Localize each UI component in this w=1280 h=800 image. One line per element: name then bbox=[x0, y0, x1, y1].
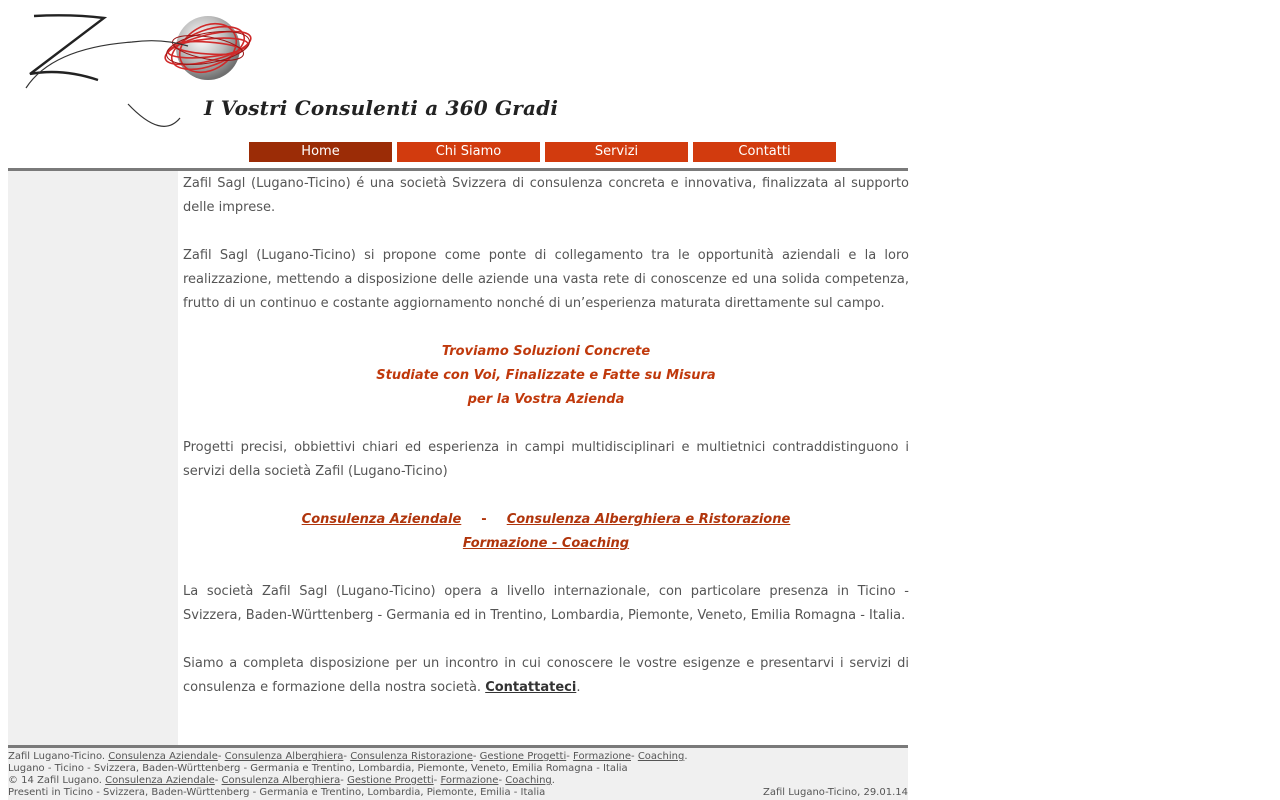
contact-end: . bbox=[576, 680, 581, 695]
contact-text: Siamo a completa disposizione per un incontro in cui conoscere le vostre esigenze e presentarvi i servizi di consulenza e formazione della nostra società. bbox=[183, 656, 909, 695]
footer-sep: - bbox=[343, 751, 347, 762]
slogan-block bbox=[183, 340, 909, 412]
footer-link-coaching[interactable]: Coaching bbox=[637, 751, 685, 762]
footer-link-coaching[interactable]: Coaching bbox=[505, 775, 552, 786]
service-links bbox=[183, 508, 909, 556]
footer-link-gestione-progetti[interactable]: Gestione Progetti bbox=[479, 751, 567, 762]
footer-suffix: . bbox=[551, 775, 555, 786]
footer-line-4: Presenti in Ticino - Svizzera, Baden-Württenberg - Germania e Trentino, Lombardia, Piemonte, Emilia - Italia bbox=[8, 787, 546, 798]
mission-paragraph: Zafil Sagl (Lugano-Ticino) si propone come ponte di collegamento tra le opportunità aziendali e la loro realizzazione, mettendo a disposizione delle aziende una vasta rete di conoscenze ed una solida competenza, frutto di un continuo e costante aggiornamento nonché di un’esperienza maturata direttamente sul campo. bbox=[183, 248, 909, 311]
slogan-line-1: Troviamo Soluzioni Concrete bbox=[441, 344, 651, 359]
page bbox=[8, 0, 908, 800]
nav-chi-siamo[interactable]: Chi Siamo bbox=[397, 142, 540, 162]
footer-link-formazione[interactable]: Formazione bbox=[440, 775, 499, 786]
footer-link-consulenza-alberghiera[interactable]: Consulenza Alberghiera bbox=[224, 751, 344, 762]
projects-paragraph: Progetti precisi, obbiettivi chiari ed esperienza in campi multidisciplinari e multietnici contraddistinguono i servizi della società Zafil (Lugano-Ticino) bbox=[183, 440, 909, 479]
main-content bbox=[183, 172, 909, 724]
footer-sep: - bbox=[631, 751, 635, 762]
footer-sep: - bbox=[433, 775, 438, 786]
nav-servizi[interactable]: Servizi bbox=[545, 142, 688, 162]
footer-sep: - bbox=[340, 775, 344, 786]
footer-line-3 bbox=[8, 775, 555, 787]
footer-link-formazione[interactable]: Formazione bbox=[573, 751, 632, 762]
slogan-line-3: per la Vostra Azienda bbox=[467, 392, 625, 407]
footer-sep: - bbox=[566, 751, 570, 762]
contact-link[interactable]: Contattateci bbox=[485, 680, 577, 695]
contact-paragraph bbox=[183, 652, 909, 700]
intro-paragraph: Zafil Sagl (Lugano-Ticino) é una società Svizzera di consulenza concreta e innovativa, finalizzata al supporto delle imprese. bbox=[183, 176, 909, 215]
link-consulenza-aziendale[interactable]: Consulenza Aziendale bbox=[301, 512, 462, 527]
footer-line-2: Lugano - Ticino - Svizzera, Baden-Württenberg - Germania e Trentino, Lombardia, Piemonte, Veneto, Emilia Romagna - Italia bbox=[8, 763, 628, 774]
footer-line-3-prefix: © 14 Zafil Lugano. bbox=[8, 775, 102, 786]
link-consulenza-alberghiera[interactable]: Consulenza Alberghiera e Ristorazione bbox=[506, 512, 791, 527]
footer-suffix: . bbox=[684, 751, 688, 762]
footer-line-1 bbox=[8, 751, 688, 763]
tagline: I Vostri Consulenti a 360 Gradi bbox=[204, 96, 559, 120]
footer-link-consulenza-aziendale[interactable]: Consulenza Aziendale bbox=[105, 775, 215, 786]
footer-line-1-prefix: Zafil Lugano-Ticino. bbox=[8, 751, 106, 762]
presence-paragraph: La società Zafil Sagl (Lugano-Ticino) opera a livello internazionale, con particolare presenza in Ticino - Svizzera, Baden-Württenberg - Germania ed in Trentino, Lombardia, Piemonte, Veneto, Emilia Romagna - Italia. bbox=[183, 584, 909, 623]
service-separator: - bbox=[481, 512, 487, 527]
footer-sep: - bbox=[217, 751, 222, 762]
footer-link-gestione-progetti[interactable]: Gestione Progetti bbox=[347, 775, 434, 786]
nav-home[interactable]: Home bbox=[249, 142, 392, 162]
left-sidebar bbox=[8, 171, 178, 745]
footer-sep: - bbox=[214, 775, 219, 786]
link-formazione-coaching[interactable]: Formazione - Coaching bbox=[462, 536, 630, 551]
footer-link-consulenza-aziendale[interactable]: Consulenza Aziendale bbox=[108, 751, 218, 762]
slogan-line-2: Studiate con Voi, Finalizzate e Fatte su Misura bbox=[376, 368, 716, 383]
footer-sep: - bbox=[498, 775, 503, 786]
nav-contatti[interactable]: Contatti bbox=[693, 142, 836, 162]
footer-link-consulenza-alberghiera[interactable]: Consulenza Alberghiera bbox=[221, 775, 341, 786]
footer-date: Zafil Lugano-Ticino, 29.01.14 bbox=[763, 787, 908, 798]
footer-link-consulenza-ristorazione[interactable]: Consulenza Ristorazione bbox=[350, 751, 473, 762]
footer-sep: - bbox=[472, 751, 477, 762]
footer bbox=[8, 748, 908, 800]
